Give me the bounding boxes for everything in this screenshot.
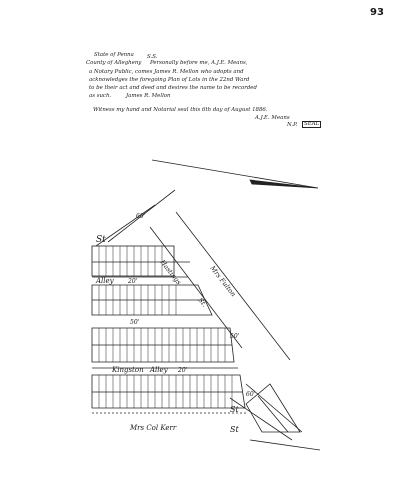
north-arrow-line xyxy=(152,160,318,188)
notary-title: N.P. xyxy=(287,122,298,128)
triangular-lot-line xyxy=(258,396,288,432)
cert-line2: a Notary Public, comes James R. Mellon who adopts and xyxy=(89,69,244,75)
bottom-right-boundary xyxy=(250,440,320,450)
width-50-left: 50' xyxy=(130,319,140,326)
kingston-label: Kingston xyxy=(112,366,144,374)
hastings-st-label: St. xyxy=(196,296,209,309)
page-number: 93 xyxy=(370,7,384,18)
st-lower-label: St xyxy=(230,405,239,414)
cert-witness: Witness my hand and Notarial seal this 6th day of August 1886. xyxy=(93,107,268,113)
alley1-label: Alley xyxy=(96,277,114,285)
alley2-label: Alley xyxy=(150,366,168,374)
north-arrow-head xyxy=(250,180,318,188)
cert-line1: Personally before me, A.J.E. Means, xyxy=(150,60,248,66)
cert-ss: S.S. xyxy=(147,54,158,60)
cert-state: State of Penna xyxy=(94,52,134,58)
owner-fulton-label: Mrs Fulton xyxy=(208,264,238,299)
cert-county: County of Allegheny xyxy=(86,60,142,66)
notary-signature: A.J.E. Means xyxy=(255,115,290,121)
hastings-label: Hastings xyxy=(158,258,183,287)
street-top-label: St xyxy=(96,235,106,245)
cert-line4: to be their act and deed and desires the name to be recorded xyxy=(89,85,257,91)
width-60-label: 60' xyxy=(136,213,146,220)
alley2-width: 20' xyxy=(178,367,188,374)
owner-kerr-label: Mrs Col Kerr xyxy=(130,424,177,432)
notary-seal-stamp: SEAL xyxy=(304,121,320,127)
block-fourth-outline xyxy=(92,375,245,408)
alley1-width: 20' xyxy=(128,278,138,285)
cert-signature: James R. Mellon xyxy=(126,93,171,99)
cert-line3: acknowledges the foregoing Plan of Lots in the 22nd Ward xyxy=(89,77,250,83)
cert-line5: as such. xyxy=(89,93,112,99)
width-60-lower: 60' xyxy=(246,391,256,398)
st-bottom-label: St xyxy=(230,425,239,434)
width-50-right: 50' xyxy=(230,333,240,340)
